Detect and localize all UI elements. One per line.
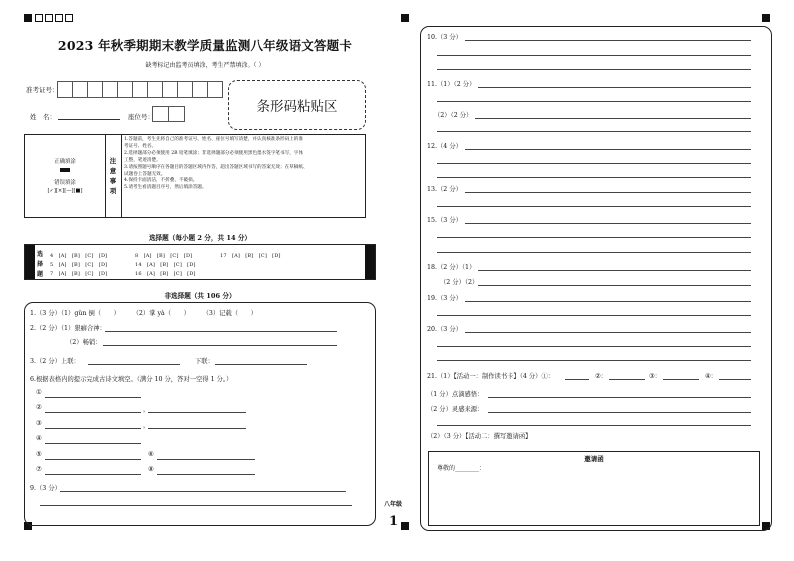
blank-3a[interactable] — [45, 428, 141, 429]
question-18-1: 18.（2 分）（1） — [427, 264, 476, 271]
line-19a[interactable] — [465, 301, 751, 302]
registration-mark-top-right — [762, 14, 770, 22]
answer-line-9b[interactable] — [40, 505, 352, 506]
line-13b[interactable] — [437, 206, 751, 207]
line-11-1a[interactable] — [478, 87, 751, 88]
mc-row-16[interactable]: 16 [A] [B] [C] [D] — [135, 271, 196, 277]
blank-2a[interactable] — [45, 412, 141, 413]
registration-square — [35, 14, 43, 22]
answer-line-9a[interactable] — [60, 491, 346, 492]
notice-items: 1.答题前，考生先将自己的准考证号、姓名、座位号填写清楚，并认真核准条形码上的准 考证号、姓名。 2.选择题部分必须使用 2B 铅笔填涂；非选择题部分必须使用黑色墨水签字笔书写，字体 工整，笔迹清楚。 3.请按照题号顺序在各题目的答题区域内作答，超出答题区域书写的答案无效；在草稿纸、 试题卷上答题无效。 4.保持卡面清洁，不折叠、不破损。 5.请考生看清题目序号，然后填涂答题。 — [124, 137, 308, 191]
mc-row-4[interactable]: 4 [A] [B] [C] [D] — [50, 253, 108, 259]
blank-3-label: ③ — [36, 420, 42, 427]
line-20a[interactable] — [465, 332, 751, 333]
invitation-box[interactable] — [428, 451, 760, 526]
notice-box — [24, 134, 366, 218]
line-18-1[interactable] — [478, 270, 751, 271]
nonmc-section-title: 非选择题（共 106 分） — [164, 292, 236, 300]
blank-21-4-label: ④： — [705, 373, 717, 380]
wrong-fill-marks: [✓][×][—][■] — [47, 188, 83, 194]
blank-1-label: ① — [36, 389, 42, 396]
question-10: 10.（3 分） — [427, 34, 462, 41]
mc-row-8[interactable]: 8 [A] [B] [C] [D] — [135, 253, 193, 259]
answer-line-2-2[interactable] — [103, 345, 337, 346]
question-11-2: （2）（2 分） — [434, 112, 473, 119]
comma: ， — [143, 406, 150, 413]
blank-7[interactable] — [45, 474, 141, 475]
question-21-2: （2）（3 分）【活动二：撰写邀请函】 — [427, 433, 532, 440]
invitation-salutation: 尊敬的________： — [437, 465, 486, 472]
blank-21-3[interactable] — [663, 379, 699, 380]
line-21-c[interactable] — [437, 425, 751, 426]
blank-8[interactable] — [157, 474, 255, 475]
fill-example — [25, 135, 106, 217]
blank-2b[interactable] — [148, 412, 246, 413]
line-21-a[interactable] — [488, 397, 751, 398]
line-10c[interactable] — [437, 69, 751, 70]
line-13a[interactable] — [465, 192, 751, 193]
answer-line-3-lower[interactable] — [215, 364, 307, 365]
answer-line-3-upper[interactable] — [88, 364, 180, 365]
barcode-label: 条形码粘贴区 — [256, 99, 338, 115]
registration-square — [45, 14, 53, 22]
notice-side-label: 注 意 事 项 — [105, 135, 122, 217]
registration-mark-top-left — [24, 14, 32, 22]
line-10b[interactable] — [437, 55, 751, 56]
question-21-a: （1 分）点滴感悟： — [427, 391, 484, 398]
comma: ， — [143, 422, 150, 429]
question-20: 20.（3 分） — [427, 326, 462, 333]
page-title: 2023 年秋季期期末教学质量监测八年级语文答题卡 — [57, 38, 353, 53]
barcode-area — [228, 80, 366, 130]
question-11-1: 11.（1）（2 分） — [427, 81, 476, 88]
question-21-1: 21.（1）【活动一：制作读书卡】（4 分）①： — [427, 373, 555, 380]
line-11-2a[interactable] — [475, 118, 751, 119]
registration-mark-top-center — [401, 14, 409, 22]
mc-row-14[interactable]: 14 [A] [B] [C] [D] — [135, 262, 196, 268]
blank-5-label: ⑤ — [36, 451, 42, 458]
line-11-1b[interactable] — [437, 101, 751, 102]
mc-right-bar — [365, 245, 375, 279]
question-21-b: （2 分）灵感来源： — [427, 406, 484, 413]
blank-1[interactable] — [45, 397, 141, 398]
line-12b[interactable] — [437, 163, 751, 164]
line-12c[interactable] — [437, 177, 751, 178]
blank-21-2-label: ②： — [595, 373, 607, 380]
question-15: 15.（3 分） — [427, 217, 462, 224]
mc-row-5[interactable]: 5 [A] [B] [C] [D] — [50, 262, 108, 268]
question-18-2: （2 分）（2） — [440, 279, 479, 286]
id-number-boxes[interactable] — [58, 81, 223, 98]
blank-21-2[interactable] — [609, 379, 645, 380]
absence-note: 缺考标记由监考员填涂，考生严禁填涂。（ ） — [145, 62, 265, 69]
blank-21-4[interactable] — [719, 379, 751, 380]
line-15a[interactable] — [465, 223, 751, 224]
correct-fill-mark — [60, 168, 70, 172]
line-19b[interactable] — [437, 315, 751, 316]
blank-21-1[interactable] — [565, 379, 589, 380]
mc-side-label: 选 择 题 — [37, 251, 44, 278]
question-2-1: 2.（2 分）（1）狠癖合神： — [30, 325, 106, 332]
line-21-b[interactable] — [488, 412, 751, 413]
invitation-title: 邀请函 — [584, 455, 604, 463]
name-field[interactable] — [58, 119, 120, 120]
line-11-2b[interactable] — [437, 131, 751, 132]
blank-21-3-label: ③： — [649, 373, 661, 380]
correct-fill-label: 正确填涂 — [54, 159, 76, 165]
blank-4[interactable] — [45, 443, 141, 444]
line-10a[interactable] — [465, 40, 751, 41]
wrong-fill-label: 错误填涂 — [54, 180, 76, 186]
line-18-2[interactable] — [478, 285, 751, 286]
question-9: 9.（3 分） — [30, 485, 61, 492]
name-label: 姓 名： — [30, 113, 56, 121]
question-3-lower: 下联： — [195, 358, 214, 365]
question-19: 19.（3 分） — [427, 295, 462, 302]
seat-label: 座位号： — [128, 113, 154, 121]
mc-section-title: 选择题（每小题 2 分，共 14 分） — [148, 234, 252, 242]
blank-7-label: ⑦ — [36, 466, 42, 473]
blank-6[interactable] — [157, 459, 255, 460]
registration-square — [55, 14, 63, 22]
mc-row-17[interactable]: 17 [A] [B] [C] [D] — [220, 253, 281, 259]
blank-5[interactable] — [45, 459, 141, 460]
page-number: 1 — [389, 514, 399, 529]
mc-answer-box[interactable] — [24, 244, 376, 280]
blank-6-label: ⑥ — [148, 451, 154, 458]
blank-8-label: ⑧ — [148, 466, 154, 473]
id-label: 准考证号： — [26, 86, 59, 94]
question-1: 1.（3 分）（1）gǔn 倒（ ） （2）掌 yà（ ） （3）记载（ ） — [30, 310, 257, 317]
line-20b[interactable] — [437, 346, 751, 347]
line-15b[interactable] — [437, 237, 751, 238]
line-12a[interactable] — [465, 149, 751, 150]
seat-number-boxes[interactable] — [153, 106, 185, 122]
question-3-upper: 3.（2 分）上联： — [30, 358, 80, 365]
question-2-2: （2）畅销： — [66, 339, 102, 346]
registration-mark-bottom-center — [401, 522, 409, 530]
question-13: 13.（2 分） — [427, 186, 462, 193]
question-12: 12.（4 分） — [427, 143, 462, 150]
blank-2-label: ② — [36, 404, 42, 411]
blank-3b[interactable] — [148, 428, 246, 429]
line-15c[interactable] — [437, 252, 751, 253]
registration-square — [65, 14, 73, 22]
question-6: 6.根据表格内的提示完成古诗文填空。（满分 10 分，答对一空得 1 分。） — [30, 376, 233, 383]
grade-label: 八年级 — [384, 501, 403, 508]
mc-left-bar — [25, 245, 35, 279]
answer-line-2-1[interactable] — [105, 331, 337, 332]
mc-row-7[interactable]: 7 [A] [B] [C] [D] — [50, 271, 108, 277]
line-20c[interactable] — [437, 360, 751, 361]
blank-4-label: ④ — [36, 435, 42, 442]
left-answer-panel — [24, 302, 376, 526]
